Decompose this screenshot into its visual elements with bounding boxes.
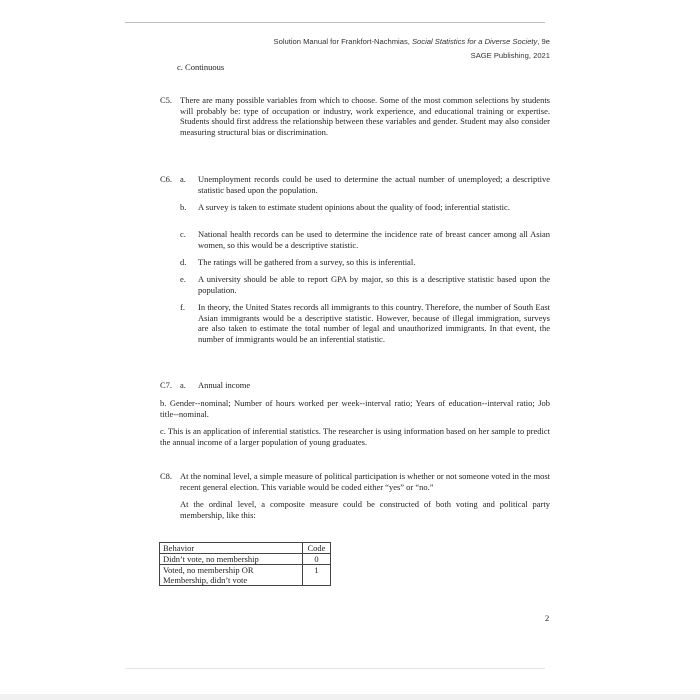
table-header-cell: Code [303, 543, 331, 554]
table-row [160, 554, 331, 565]
c6-item-letter: a. [180, 174, 186, 184]
c8-paragraph-1: At the nominal level, a simple measure of political participation is whether or not someone voted in the most recent general election. This variable would be coded either “yes” or “no.” [180, 471, 550, 492]
c6-item-letter: e. [180, 274, 186, 284]
c6-item-text: In theory, the United States records all immigrants to this country. Therefore, the number of South East Asian immigrants would be a descriptive statistic. However, because of illegal immigration, surveys are also taken to estimate the total number of legal and unauthorized immigrants. In that event, the number of immigrants would be an inferential statistic. [198, 302, 550, 344]
next-page-edge [0, 694, 700, 700]
table-row [160, 565, 331, 586]
c6-item-letter: c. [180, 229, 186, 239]
bottom-rule [125, 668, 545, 669]
c7-a-letter: a. [180, 380, 186, 390]
c6-item-text: National health records can be used to determine the incidence rate of breast cancer among all Asian women, so this would be a descriptive statistic. [198, 229, 550, 250]
running-header-publisher: SAGE Publishing, 2021 [470, 51, 550, 60]
c6-item-letter: f. [180, 302, 185, 312]
table-header-row [160, 543, 331, 554]
c6-item-letter: d. [180, 257, 187, 267]
c6-item-text: A university should be able to report GPA by major, so this is a descriptive statistic based upon the population. [198, 274, 550, 295]
question-c6-number: C6. [160, 174, 173, 184]
question-c7-number: C7. [160, 380, 173, 390]
behavior-code-table [159, 542, 331, 586]
c7-c-text: c. This is an application of inferential statistics. The researcher is using information based on her sample to predict the annual income of a larger population of young graduates. [160, 426, 550, 447]
question-c5-text: There are many possible variables from which to choose. Some of the most common selections by students will probably be: type of occupation or industry, work experience, and educational training or expertise. Students should first address the relationship between these variables and gender. Student may also consider measuring structural bias or discrimination. [180, 95, 550, 137]
c8-paragraph-2: At the ordinal level, a composite measure could be constructed of both voting and political party membership, like this: [180, 499, 550, 520]
question-c8-number: C8. [160, 471, 173, 481]
c6-item-letter: b. [180, 202, 187, 212]
c7-b-text: b. Gender--nominal; Number of hours worked per week--interval ratio; Years of education--interval ratio; Job title--nominal. [160, 398, 550, 419]
table-cell-code: 1 [303, 565, 331, 586]
page-number: 2 [545, 613, 550, 623]
table-cell-code: 0 [303, 554, 331, 565]
running-header-title: Solution Manual for Frankfort-Nachmias, Social Statistics for a Diverse Society, 9e [273, 37, 550, 46]
c6-item-text: Unemployment records could be used to determine the actual number of unemployed; a descriptive statistic based upon the population. [198, 174, 550, 195]
c6-item-text: The ratings will be gathered from a survey, so this is inferential. [198, 257, 416, 267]
c7-a-text: Annual income [198, 380, 251, 390]
table-cell-behavior: Didn’t vote, no membership [160, 554, 303, 565]
answer-c-continuous: c. Continuous [177, 62, 225, 72]
c6-item-text: A survey is taken to estimate student opinions about the quality of food; inferential statistic. [198, 202, 510, 212]
top-rule [125, 22, 545, 23]
question-c5-number: C5. [160, 95, 173, 105]
table-cell-behavior: Voted, no membership OR Membership, didn’t vote [160, 565, 303, 586]
table-header-cell: Behavior [160, 543, 303, 554]
